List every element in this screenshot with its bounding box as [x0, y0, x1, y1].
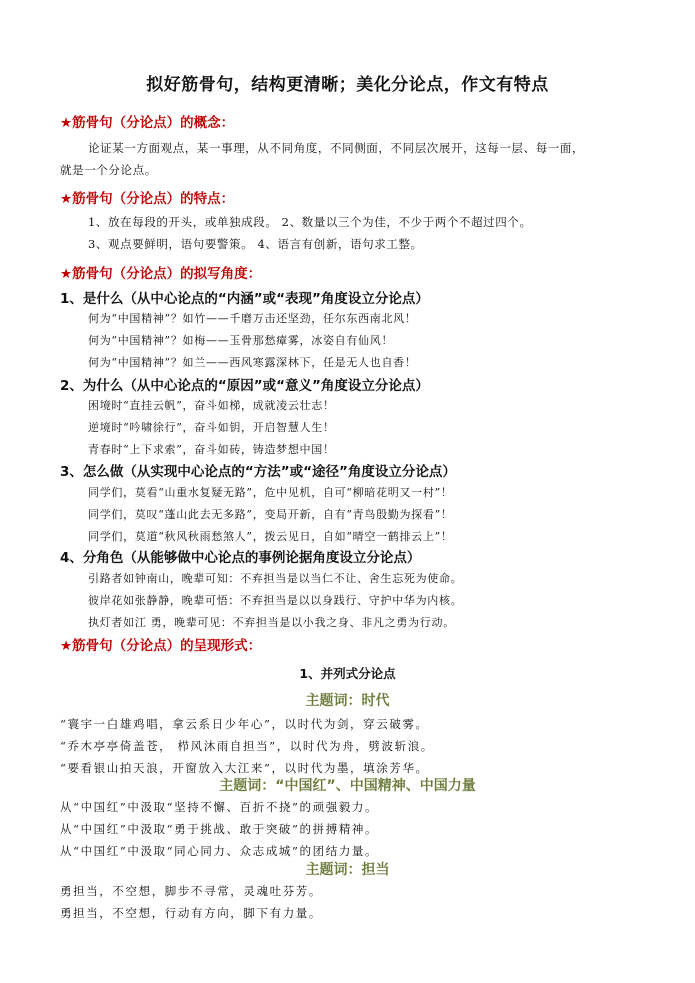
- theme-label-1: 主题词：时代: [305, 693, 390, 709]
- theme-line: 从“中国红”中汲取“勇于挑战、敢于突破”的拼搏精神。: [60, 822, 379, 836]
- theme-label-2: 主题词：“中国红”、中国精神、中国力量: [219, 778, 476, 794]
- angle-item: 引路者如钟南山，晚辈可知：不弃担当是以当仁不让、舍生忘死为使命。: [88, 572, 463, 585]
- angle-item: 困境时“直挂云帆”，奋斗如梯，成就凌云壮志！: [88, 399, 335, 412]
- angle-item: 同学们，莫叹“蓬山此去无多路”，变局开新，自有“青鸟殷勤为探看”！: [88, 508, 453, 521]
- angle-item: 彼岸花如张静静，晚辈可悟：不弃担当是以以身践行、守护中华为内核。: [88, 594, 463, 607]
- section-heading-concept: [60, 111, 234, 131]
- theme-line: 勇担当，不空想，脚步不寻常，灵魂吐芬芳。: [60, 884, 322, 898]
- angle-group-title-2: 2、为什么（从中心论点的“原因”或“意义”角度设立分论点）: [60, 378, 429, 394]
- section-heading-features: [60, 187, 234, 207]
- angle-item: 何为“中国精神”？如竹——千磨万击还坚劲，任尔东西南北风！: [88, 312, 417, 325]
- angle-group-title-4: 4、分角色（从能够做中心论点的事例论据角度设立分论点）: [60, 550, 421, 566]
- angle-group-title-3: 3、怎么做（从实现中心论点的“方法”或“途径”角度设立分论点）: [60, 464, 456, 480]
- star-icon: ★: [60, 191, 73, 207]
- theme-label-3: 主题词：担当: [305, 862, 390, 878]
- star-icon: ★: [60, 266, 73, 282]
- section-heading-angles: [60, 262, 261, 282]
- section-heading-concept-text: 筋骨句（分论点）的概念：: [72, 115, 235, 131]
- theme-line: “寰宇一白雄鸡唱，拿云系日少年心”，以时代为剑，穿云破雾。: [60, 717, 429, 731]
- theme-line: 从“中国红”中汲取“同心同力、众志成城”的团结力量。: [60, 844, 379, 858]
- angle-item: 何为“中国精神”？如梅——玉骨那愁瘴雾，冰姿自有仙风！: [88, 334, 394, 347]
- section-heading-angles-text: 筋骨句（分论点）的拟写角度：: [72, 266, 262, 282]
- angle-item: 同学们，莫道“秋风秋雨愁煞人”，拨云见日，自如“晴空一鹤排云上”！: [88, 530, 453, 543]
- angle-item: 青春时“上下求索”，奋斗如砖，铸造梦想中国！: [88, 443, 335, 456]
- angle-item: 何为“中国精神”？如兰——西风寒露深林下，任是无人也自香！: [88, 356, 417, 369]
- section-heading-forms: [60, 634, 261, 654]
- angle-item: 执灯者如江 勇，晚辈可见：不弃担当是以小我之身、非凡之勇为行动。: [88, 616, 455, 629]
- angle-item: 逆境时“吟啸徐行”，奋斗如钥，开启智慧人生！: [88, 421, 335, 434]
- star-icon: ★: [60, 115, 73, 131]
- forms-subheading: 1、并列式分论点: [299, 666, 396, 681]
- section-heading-features-text: 筋骨句（分论点）的特点：: [72, 191, 235, 207]
- features-line-1: 1、放在每段的开头，或单独成段。 2、数量以三个为佳，不少于两个不超过四个。: [88, 215, 532, 229]
- angle-item: 同学们，莫看“山重水复疑无路”，危中见机，自可“柳暗花明又一村”！: [88, 486, 453, 499]
- theme-line: “乔木亭亭倚盖苍， 栉风沐雨自担当”，以时代为舟，劈波斩浪。: [60, 739, 434, 753]
- page-title: 拟好筋骨句，结构更清晰；美化分论点，作文有特点: [146, 75, 549, 95]
- concept-line-2: 就是一个分论点。: [60, 163, 157, 177]
- angle-group-title-1: 1、是什么（从中心论点的“内涵”或“表现”角度设立分论点）: [60, 291, 429, 307]
- theme-line: 从“中国红”中汲取“坚持不懈、百折不挠”的顽强毅力。: [60, 800, 379, 814]
- concept-line-1: 论证某一方面观点，某一事理，从不同角度，不同侧面，不同层次展开，这每一层、每一面，: [88, 141, 585, 155]
- theme-line: 勇担当，不空想，行动有方向，脚下有力量。: [60, 906, 322, 920]
- section-heading-forms-text: 筋骨句（分论点）的呈现形式：: [72, 638, 262, 654]
- features-line-2: 3、观点要鲜明，语句要警策。 4、语言有创新，语句求工整。: [88, 237, 423, 251]
- star-icon: ★: [60, 638, 73, 654]
- theme-line: “要看银山拍天浪，开窗放入大江来”，以时代为墨，填涂芳华。: [60, 761, 429, 775]
